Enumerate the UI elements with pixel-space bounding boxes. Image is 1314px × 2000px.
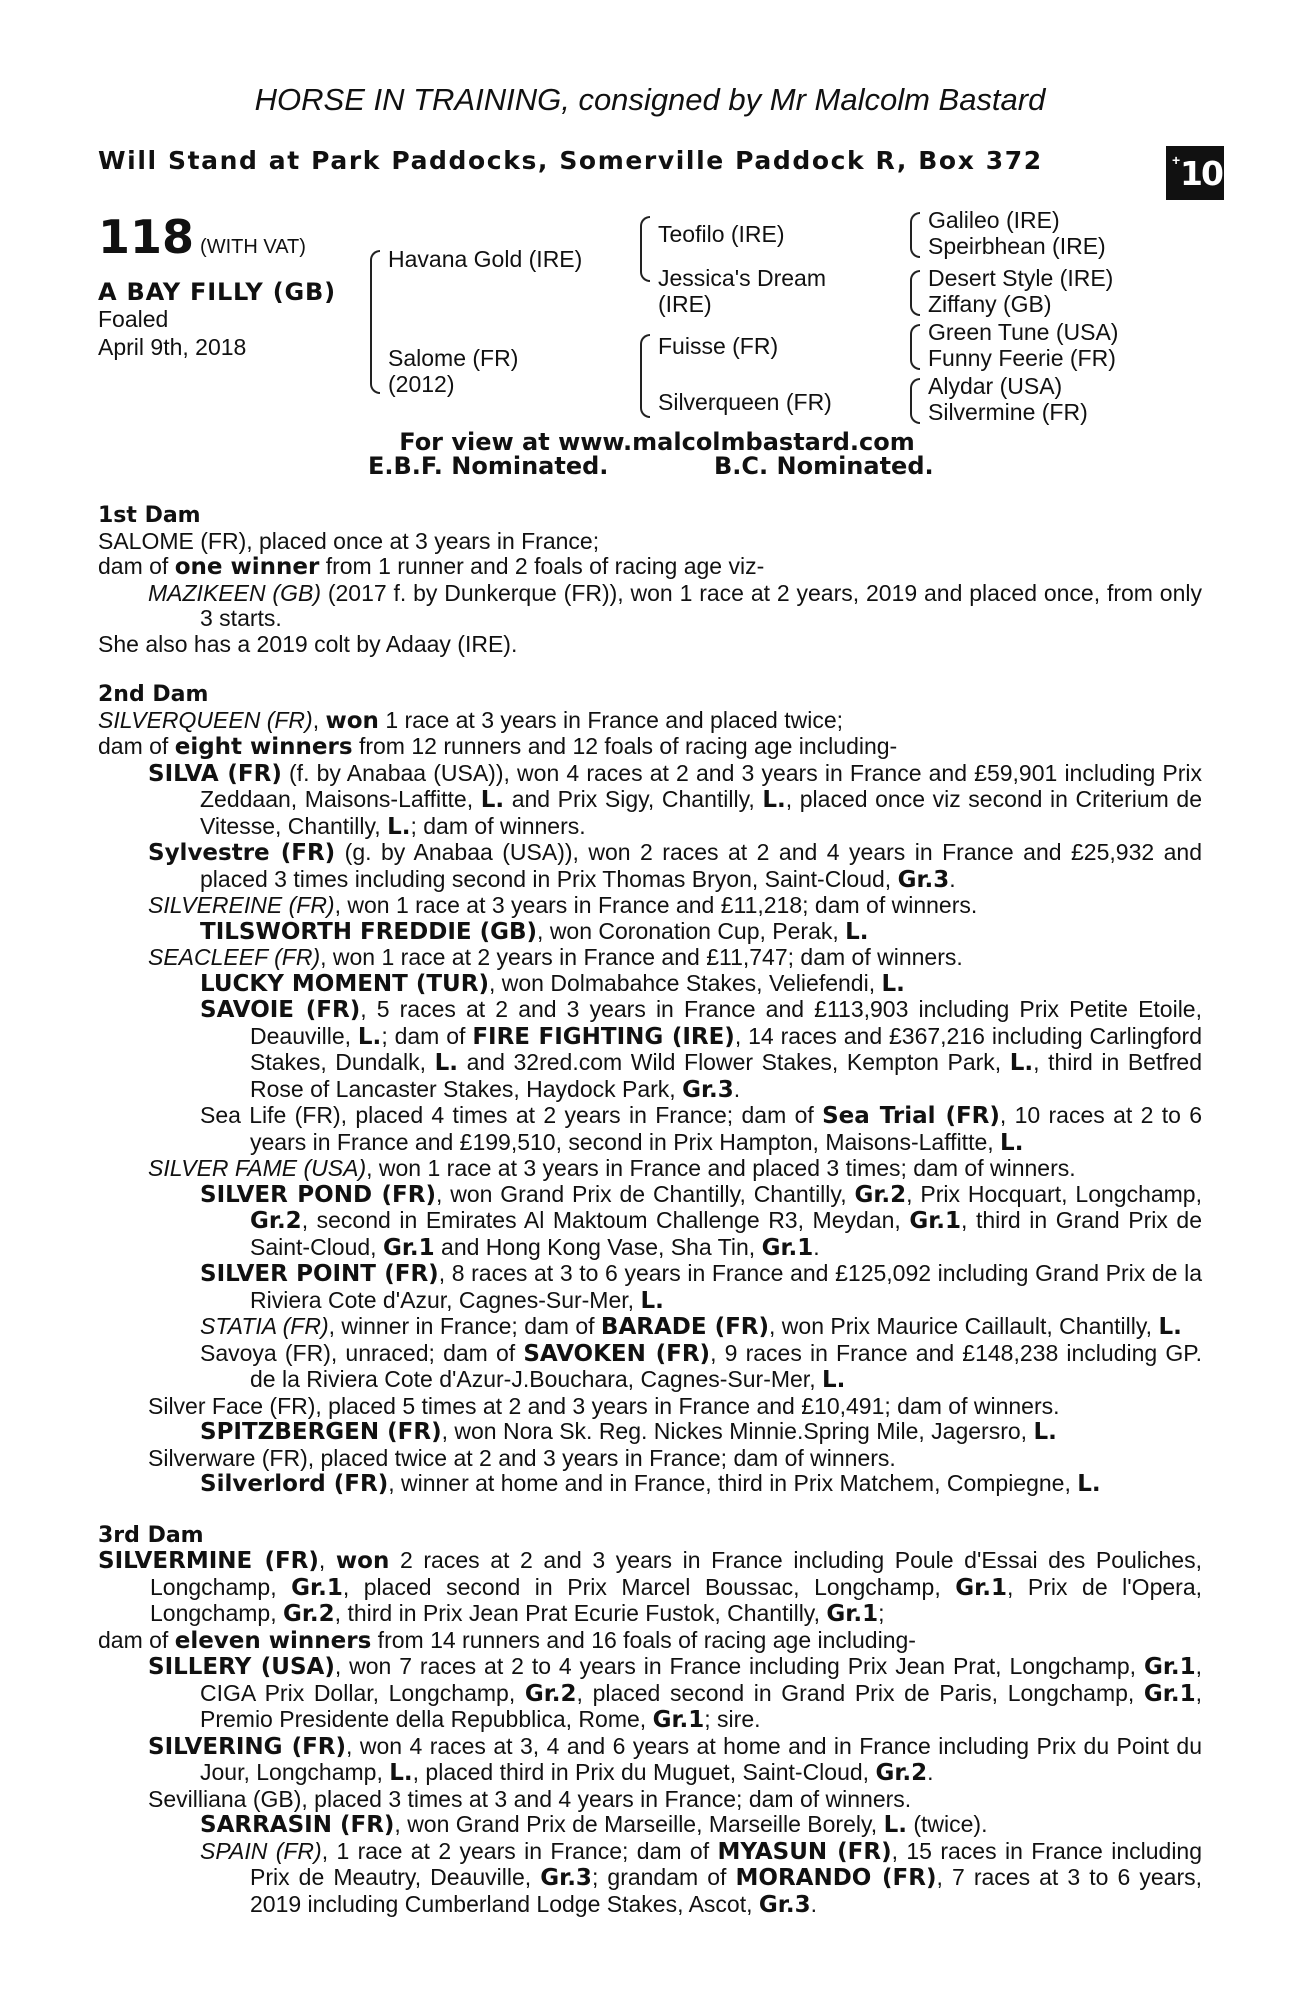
pedigree-ggp-2: Speirbhean (IRE): [928, 233, 1106, 259]
pedigree-brace-main: [370, 250, 380, 394]
produce-silverware: Silverware (FR), placed twice at 2 and 3 years in France; dam of winners.: [148, 1444, 896, 1471]
pedigree-brace-g4: [910, 378, 920, 424]
pedigree-ggp-8: Silvermine (FR): [928, 399, 1088, 425]
pedigree-ggp-1: Galileo (IRE): [928, 207, 1060, 233]
second-dam-heading: 2nd Dam: [98, 682, 209, 707]
first-dam-line: SALOME (FR), placed once at 3 years in France;: [98, 527, 600, 554]
produce-tilsworth-freddie: TILSWORTH FREDDIE (GB), won Coronation Cup, Perak, L.: [200, 917, 869, 945]
produce-silvering: SILVERING (FR), won 4 races at 3, 4 and 6 years at home and in France including Prix du Point du Jour, Longchamp, L., placed third in Prix du Muguet, Saint-Cloud, Gr.2.: [148, 1732, 1202, 1786]
page-title: HORSE IN TRAINING, consigned by Mr Malcolm Bastard: [254, 82, 1046, 117]
third-dam-produce: dam of eleven winners from 14 runners and 16 foals of racing age including-: [98, 1626, 916, 1654]
pedigree-sire: Havana Gold (IRE): [388, 246, 583, 272]
produce-savoya: Savoya (FR), unraced; dam of SAVOKEN (FR), 9 races in France and £148,238 including GP. de la Riviera Cote d'Azur-J.Bouchara, Cagnes-Sur-Mer, L.: [200, 1339, 1202, 1393]
produce-silver-pond: SILVER POND (FR), won Grand Prix de Chantilly, Chantilly, Gr.2, Prix Hocquart, Longchamp, Gr.2, second in Emirates Al Maktoum Challenge R3, Meydan, Gr.1, third in Grand Prix de Saint-Cloud, Gr.1 and Hong Kong Vase, Sha Tin, Gr.1.: [200, 1180, 1202, 1261]
ebf-nomination: E.B.F. Nominated.: [368, 452, 609, 480]
lot-number: [98, 210, 306, 264]
foaled-date: April 9th, 2018: [98, 334, 247, 360]
second-dam-line: SILVERQUEEN (FR), won 1 race at 3 years in France and placed twice;: [98, 706, 844, 734]
pedigree-dam-sire: Fuisse (FR): [658, 333, 779, 359]
produce-spitzbergen: SPITZBERGEN (FR), won Nora Sk. Reg. Nickes Minnie.Spring Mile, Jagersro, L.: [200, 1418, 1057, 1445]
pedigree-dam: Salome (FR): [388, 345, 519, 371]
pedigree-sire-dam: Jessica's Dream: [658, 265, 826, 291]
pedigree-dam-dam: Silverqueen (FR): [658, 389, 832, 415]
pedigree-brace-sire: [640, 216, 650, 282]
pedigree-ggp-5: Green Tune (USA): [928, 319, 1119, 345]
produce-silverlord: Silverlord (FR), winner at home and in France, third in Prix Matchem, Compiegne, L.: [200, 1470, 1101, 1497]
produce-silver-face: Silver Face (FR), placed 5 times at 2 and 3 years in France and £10,491; dam of winners.: [148, 1392, 1060, 1419]
produce-silver-fame: SILVER FAME (USA), won 1 race at 3 years in France and placed 3 times; dam of winners.: [148, 1155, 1076, 1181]
pedigree-brace-dam: [640, 334, 650, 418]
produce-silva: SILVA (FR) (f. by Anabaa (USA)), won 4 races at 2 and 3 years in France and £59,901 including Prix Zeddaan, Maisons-Laffitte, L. and Prix Sigy, Chantilly, L., placed once viz second in Criterium de Vitesse, Chantilly, L.; dam of winners.: [148, 759, 1203, 840]
produce-sea-life: Sea Life (FR), placed 4 times at 2 years in France; dam of Sea Trial (FR), 10 races at 2 to 6 years in France and £199,510, second in Prix Hampton, Maisons-Laffitte, L.: [200, 1102, 1202, 1156]
pedigree-ggp-4: Ziffany (GB): [928, 291, 1052, 317]
pedigree-dam-year: (2012): [388, 371, 455, 397]
produce-mazikeen: MAZIKEEN (GB) (2017 f. by Dunkerque (FR)), won 1 race at 2 years, 2019 and placed once, from only 3 starts.: [148, 579, 1203, 631]
foaled-label: Foaled: [98, 306, 169, 332]
catalogue-body: [98, 503, 1202, 1918]
produce-silvereine: SILVEREINE (FR), won 1 race at 3 years in France and £11,218; dam of winners.: [148, 892, 978, 918]
view-link[interactable]: For view at www.malcolmbastard.com: [399, 428, 915, 456]
pedigree-sire-sire: Teofilo (IRE): [658, 221, 785, 247]
book-badge: [1166, 146, 1224, 200]
produce-savoie: SAVOIE (FR), 5 races at 2 and 3 years in France and £113,903 including Prix Petite Etoile, Deauville, L.; dam of FIRE FIGHTING (IRE), 14 races and £367,216 including Carlingford Stakes, Dundalk, L. and 32red.com Wild Flower Stakes, Kempton Park, L., third in Betfred Rose of Lancaster Stakes, Haydock Park, Gr.3.: [200, 996, 1203, 1103]
third-dam-line: SILVERMINE (FR), won 2 races at 2 and 3 years in France including Poule d'Essai des Pouliches, Longchamp, Gr.1, placed second in Prix Marcel Boussac, Longchamp, Gr.1, Prix de l'Opera, Longchamp, Gr.2, third in Prix Jean Prat Ecurie Fustok, Chantilly, Gr.1;: [98, 1547, 1202, 1627]
pedigree-brace-g1: [910, 212, 920, 258]
first-dam-produce: dam of one winner from 1 runner and 2 foals of racing age viz-: [98, 553, 765, 580]
stand-location: Will Stand at Park Paddocks, Somerville Paddock R, Box 372: [98, 146, 1043, 175]
pedigree-brace-g2: [910, 270, 920, 316]
lot-description: A BAY FILLY (GB): [98, 278, 336, 306]
pedigree-ggp-7: Alydar (USA): [928, 373, 1063, 399]
pedigree-sire-dam-country: (IRE): [658, 291, 712, 317]
badge-number: 10: [1180, 154, 1222, 193]
produce-sarrasin: SARRASIN (FR), won Grand Prix de Marseille, Marseille Borely, L. (twice).: [200, 1811, 988, 1838]
bc-nomination: B.C. Nominated.: [714, 452, 934, 480]
produce-seacleef: SEACLEEF (FR), won 1 race at 2 years in France and £11,747; dam of winners.: [148, 944, 963, 970]
produce-silver-point: SILVER POINT (FR), 8 races at 3 to 6 years in France and £125,092 including Grand Prix de la Riviera Cote d'Azur, Cagnes-Sur-Mer, L.: [200, 1260, 1202, 1314]
pedigree-brace-g3: [910, 324, 920, 370]
vat-note: (WITH VAT): [200, 236, 306, 258]
third-dam-heading: 3rd Dam: [98, 1522, 204, 1548]
produce-statia: STATIA (FR), winner in France; dam of BARADE (FR), won Prix Maurice Caillault, Chantilly, L.: [200, 1313, 1182, 1340]
badge-plus: +: [1172, 152, 1181, 168]
lot-number-value: 118: [98, 210, 195, 264]
pedigree-ggp-6: Funny Feerie (FR): [928, 345, 1116, 371]
produce-lucky-moment: LUCKY MOMENT (TUR), won Dolmabahce Stakes, Veliefendi, L.: [200, 969, 905, 997]
produce-sevilliana: Sevilliana (GB), placed 3 times at 3 and 4 years in France; dam of winners.: [148, 1785, 912, 1812]
second-dam-produce: dam of eight winners from 12 runners and 12 foals of racing age including-: [98, 733, 898, 760]
produce-sylvestre: Sylvestre (FR) (g. by Anabaa (USA)), won 2 races at 2 and 4 years in France and £25,932 and placed 3 times including second in Prix Thomas Bryon, Saint-Cloud, Gr.3.: [148, 839, 1202, 893]
produce-sillery: SILLERY (USA), won 7 races at 2 to 4 years in France including Prix Jean Prat, Longchamp, Gr.1, CIGA Prix Dollar, Longchamp, Gr.2, placed second in Grand Prix de Paris, Longchamp, Gr.1, Premio Presidente della Repubblica, Rome, Gr.1; sire.: [148, 1653, 1203, 1733]
produce-spain: SPAIN (FR), 1 race at 2 years in France; dam of MYASUN (FR), 15 races in France including Prix de Meautry, Deauville, Gr.3; grandam of MORANDO (FR), 7 races at 3 to 6 years, 2019 including Cumberland Lodge Stakes, Ascot, Gr.3.: [200, 1837, 1203, 1918]
pedigree-ggp-3: Desert Style (IRE): [928, 265, 1114, 291]
first-dam-note: She also has a 2019 colt by Adaay (IRE).: [98, 630, 518, 657]
first-dam-heading: 1st Dam: [98, 503, 201, 528]
